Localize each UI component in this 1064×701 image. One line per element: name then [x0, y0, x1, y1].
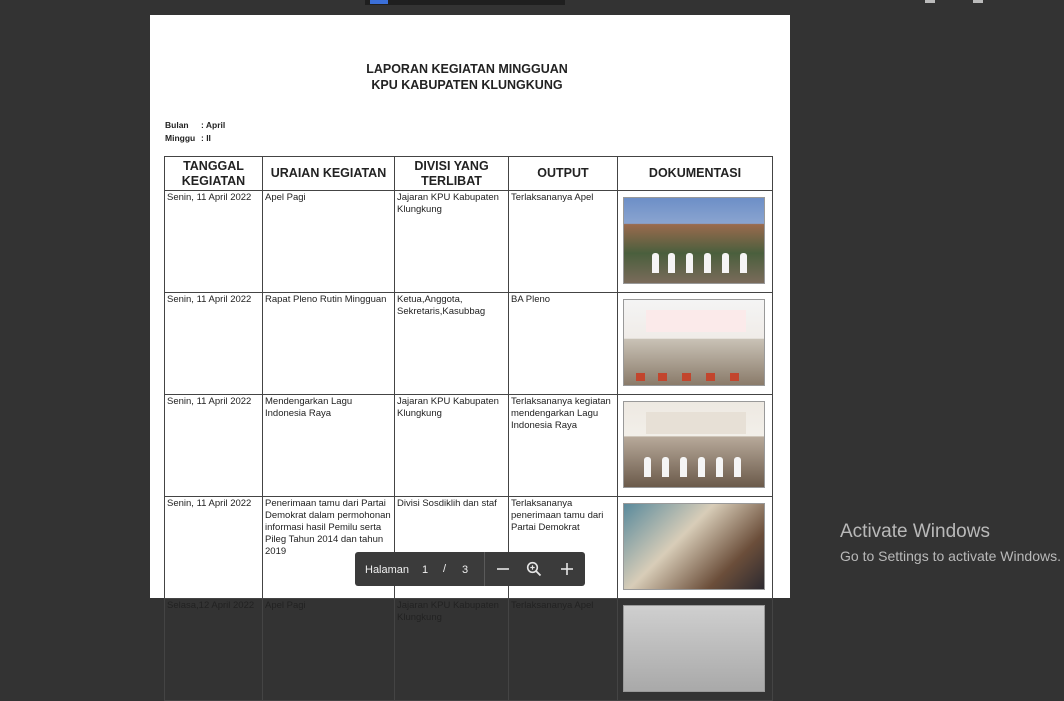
cell-dokumentasi: [618, 395, 773, 497]
cell-uraian: Mendengarkan Lagu Indonesia Raya: [263, 395, 395, 497]
cell-dokumentasi: [618, 599, 773, 701]
cell-uraian: Apel Pagi: [263, 599, 395, 701]
cell-tanggal: Senin, 11 April 2022: [165, 293, 263, 395]
cell-tanggal: Senin, 11 April 2022: [165, 191, 263, 293]
document-title: [150, 61, 784, 93]
cell-uraian: Apel Pagi: [263, 191, 395, 293]
download-icon[interactable]: [973, 0, 983, 3]
cell-divisi: Ketua,Anggota, Sekretaris,Kasubbag: [395, 293, 509, 395]
report-meta: [165, 119, 225, 145]
page-separator: /: [443, 563, 447, 575]
table-row: [165, 395, 773, 497]
plus-icon: [558, 560, 576, 578]
menu-icon[interactable]: [925, 0, 935, 3]
documentation-photo: [623, 299, 765, 386]
cell-output: BA Pleno: [509, 293, 618, 395]
bulan-value: : April: [201, 120, 226, 130]
cell-uraian: Penerimaan tamu dari Partai Demokrat dalam permohonan informasi hasil Pemilu serta Pileg Tahun 2014 dan tahun 2019: [263, 497, 395, 599]
header-uraian: URAIAN KEGIATAN: [263, 157, 395, 191]
total-pages: 3: [462, 564, 469, 576]
header-dokumentasi: DOKUMENTASI: [618, 157, 773, 191]
activity-table: [164, 156, 773, 701]
cell-divisi: Divisi Sosdiklih dan staf: [395, 497, 509, 599]
documentation-photo: [623, 197, 765, 284]
cell-output: Terlaksananya penerimaan tamu dari Partai Demokrat: [509, 497, 618, 599]
header-output: OUTPUT: [509, 157, 618, 191]
cell-dokumentasi: [618, 497, 773, 599]
title-line-2: KPU KABUPATEN KLUNGKUNG: [371, 78, 563, 92]
cell-uraian: Rapat Pleno Rutin Mingguan: [263, 293, 395, 395]
cell-dokumentasi: [618, 293, 773, 395]
cell-output: Terlaksananya Apel: [509, 599, 618, 701]
magnifier-icon: [525, 560, 543, 578]
table-row: [165, 599, 773, 701]
windows-activation-watermark: [840, 520, 1061, 566]
cell-dokumentasi: [618, 191, 773, 293]
cell-output: Terlaksananya Apel: [509, 191, 618, 293]
minus-icon: [494, 560, 512, 578]
documentation-photo: [623, 605, 765, 692]
header-tanggal: TANGGAL KEGIATAN: [165, 157, 263, 191]
pdf-page: [150, 15, 790, 623]
cell-tanggal: Senin, 11 April 2022: [165, 395, 263, 497]
zoom-button[interactable]: [525, 560, 543, 578]
documentation-photo: [623, 503, 765, 590]
current-page-input[interactable]: 1: [422, 564, 429, 576]
table-header-row: [165, 157, 773, 191]
title-line-1: LAPORAN KEGIATAN MINGGUAN: [366, 62, 568, 76]
zoom-out-button[interactable]: [494, 560, 512, 578]
table-row: [165, 293, 773, 395]
header-divisi: DIVISI YANG TERLIBAT: [395, 157, 509, 191]
cell-output: Terlaksananya kegiatan mendengarkan Lagu Indonesia Raya: [509, 395, 618, 497]
page-label: Halaman: [365, 564, 410, 576]
pdf-page-toolbar: [355, 552, 585, 586]
bulan-label: Bulan: [165, 120, 189, 130]
tab-icon: [370, 0, 388, 4]
minggu-label: Minggu: [165, 133, 196, 143]
cell-tanggal: Selasa,12 April 2022: [165, 599, 263, 701]
cell-divisi: Jajaran KPU Kabupaten Klungkung: [395, 599, 509, 701]
documentation-photo: [623, 401, 765, 488]
table-row: [165, 191, 773, 293]
cell-tanggal: Senin, 11 April 2022: [165, 497, 263, 599]
toolbar-divider: [484, 552, 485, 586]
browser-tab-strip: [365, 0, 565, 5]
cell-divisi: Jajaran KPU Kabupaten Klungkung: [395, 191, 509, 293]
watermark-title: Activate Windows: [840, 521, 990, 542]
watermark-subtitle: Go to Settings to activate Windows.: [840, 548, 1061, 564]
zoom-in-button[interactable]: [558, 560, 576, 578]
cell-divisi: Jajaran KPU Kabupaten Klungkung: [395, 395, 509, 497]
minggu-value: : II: [201, 133, 211, 143]
